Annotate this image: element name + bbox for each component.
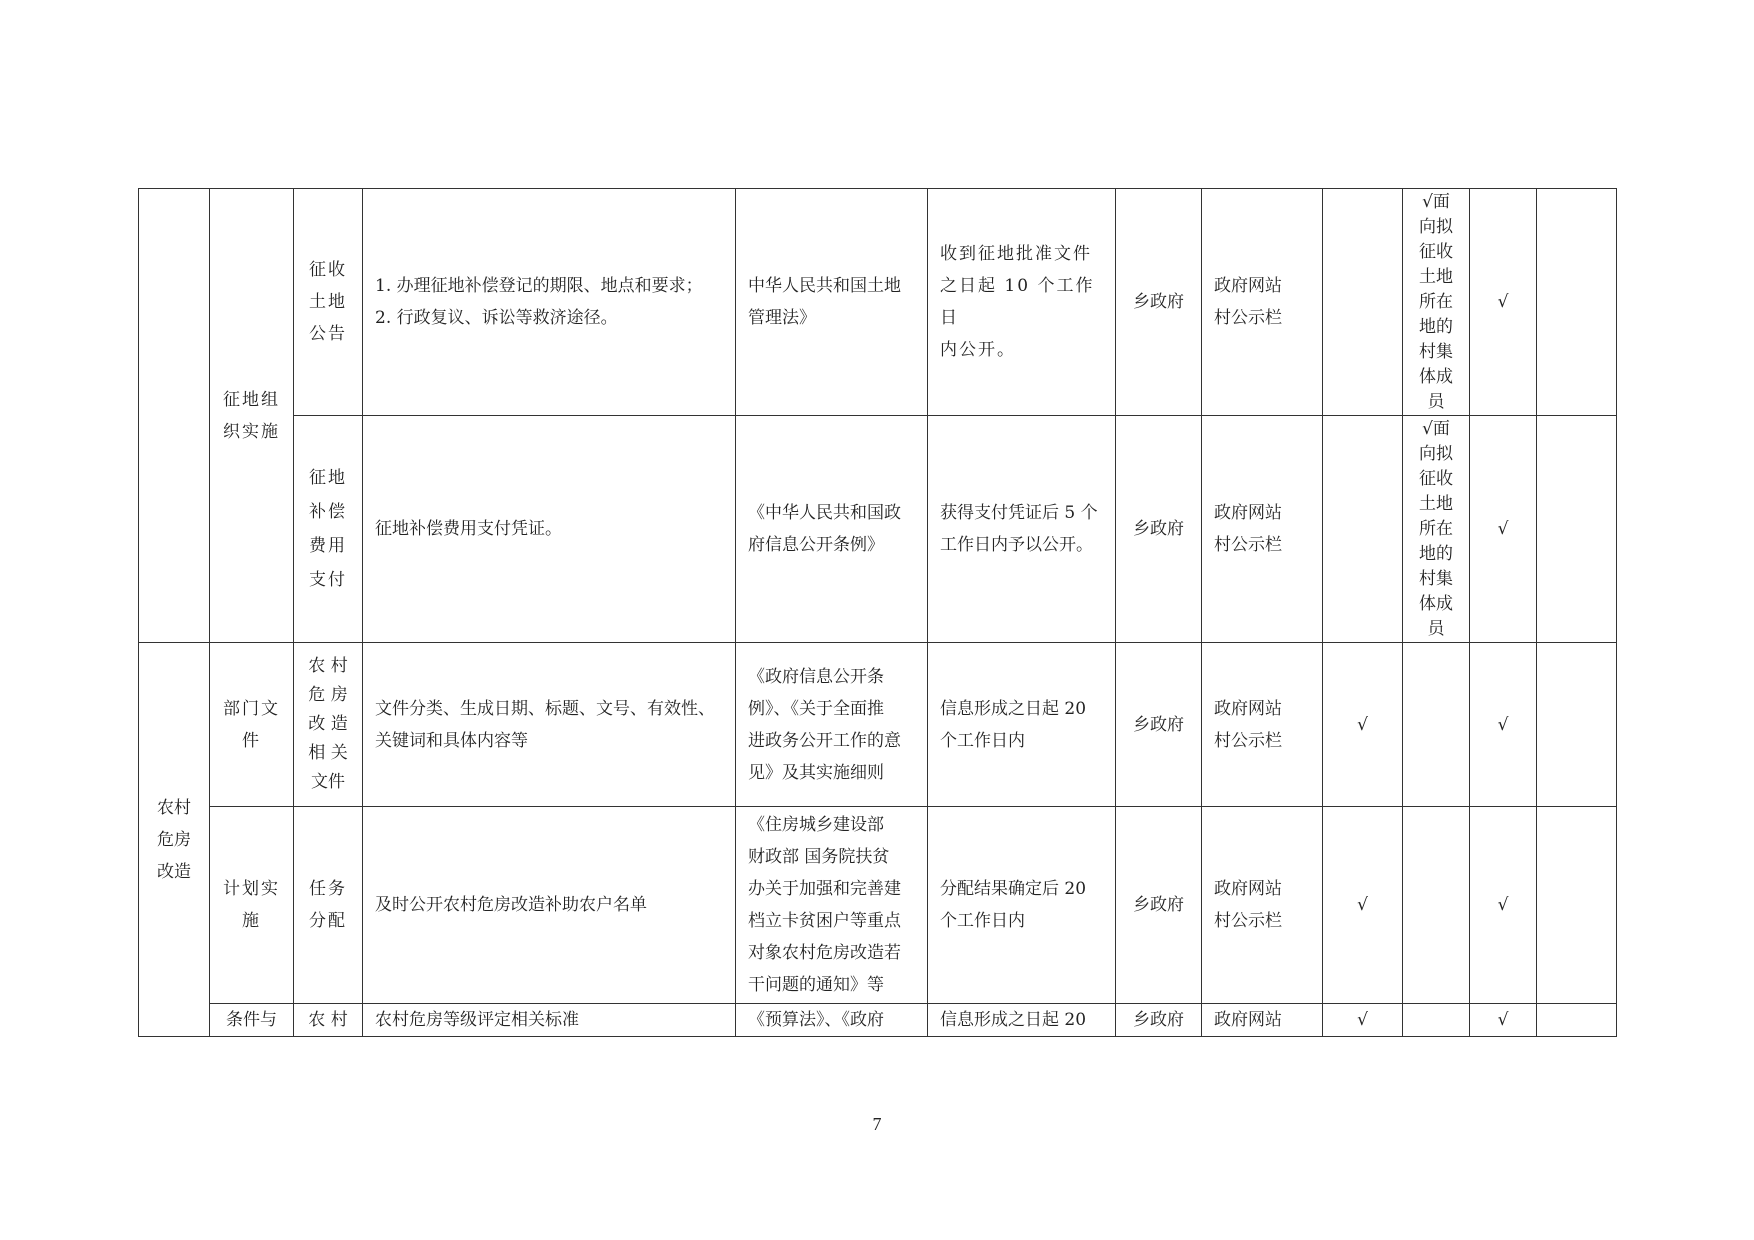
content-cell: 农村危房等级评定相关标准 xyxy=(363,1004,736,1037)
basis-cell: 《中华人民共和国政 府信息公开条例》 xyxy=(736,416,928,643)
check-cell: √ xyxy=(1470,807,1537,1004)
basis-cell: 《住房城乡建设部 财政部 国务院扶贫 办关于加强和完善建 档立卡贫困户等重点 对象农村危房改造若 干问题的通知》等 xyxy=(736,807,928,1004)
table-row xyxy=(139,189,1617,416)
channel-cell: 政府网站 村公示栏 xyxy=(1202,416,1323,643)
empty-cell xyxy=(1403,643,1470,807)
empty-cell xyxy=(1537,189,1617,416)
subcategory-cell: 条件与 xyxy=(210,1004,294,1037)
check-cell: √ xyxy=(1470,189,1537,416)
empty-cell xyxy=(1537,416,1617,643)
timing-cell: 信息形成之日起 20 xyxy=(928,1004,1116,1037)
table-row xyxy=(139,1004,1617,1037)
content-cell: 及时公开农村危房改造补助农户名单 xyxy=(363,807,736,1004)
check-cell: √ xyxy=(1323,807,1403,1004)
channel-cell: 政府网站 xyxy=(1202,1004,1323,1037)
empty-cell xyxy=(1537,807,1617,1004)
item-cell: 征收 土地 公告 xyxy=(294,189,363,416)
subject-cell: 乡政府 xyxy=(1116,643,1202,807)
scope-cell xyxy=(1403,189,1470,416)
timing-cell: 分配结果确定后 20 个工作日内 xyxy=(928,807,1116,1004)
subcategory-cell: 征地组 织实施 xyxy=(210,189,294,643)
scope-text: √面 向拟 征收 土地 所在 地的 村集 体成 员 xyxy=(1419,191,1453,412)
subject-cell: 乡政府 xyxy=(1116,416,1202,643)
check-cell: √ xyxy=(1470,643,1537,807)
table-row xyxy=(139,643,1617,807)
disclosure-table xyxy=(138,188,1617,1037)
timing-cell: 信息形成之日起 20 个工作日内 xyxy=(928,643,1116,807)
empty-cell xyxy=(1403,807,1470,1004)
channel-cell: 政府网站 村公示栏 xyxy=(1202,643,1323,807)
scope-cell xyxy=(1403,416,1470,643)
table-row xyxy=(139,416,1617,643)
subcategory-cell: 部门文 件 xyxy=(210,643,294,807)
empty-cell xyxy=(1403,1004,1470,1037)
scope-text: √面 向拟 征收 土地 所在 地的 村集 体成 员 xyxy=(1419,418,1453,639)
check-cell xyxy=(1323,189,1403,416)
check-cell: √ xyxy=(1323,643,1403,807)
category-cell xyxy=(139,189,210,643)
page-number: 7 xyxy=(872,1114,882,1134)
basis-cell: 《预算法》、《政府 xyxy=(736,1004,928,1037)
check-cell: √ xyxy=(1470,1004,1537,1037)
check-cell: √ xyxy=(1323,1004,1403,1037)
basis-cell: 《政府信息公开条 例》、《关于全面推 进政务公开工作的意 见》及其实施细则 xyxy=(736,643,928,807)
subject-cell: 乡政府 xyxy=(1116,189,1202,416)
timing-cell: 获得支付凭证后 5 个 工作日内予以公开。 xyxy=(928,416,1116,643)
item-cell: 任务 分配 xyxy=(294,807,363,1004)
content-cell: 文件分类、生成日期、标题、文号、有效性、 关键词和具体内容等 xyxy=(363,643,736,807)
channel-cell: 政府网站 村公示栏 xyxy=(1202,189,1323,416)
content-cell: 征地补偿费用支付凭证。 xyxy=(363,416,736,643)
channel-cell: 政府网站 村公示栏 xyxy=(1202,807,1323,1004)
category-cell: 农村 危房 改造 xyxy=(139,643,210,1037)
item-cell: 农 村 xyxy=(294,1004,363,1037)
content-cell: 1. 办理征地补偿登记的期限、地点和要求； 2. 行政复议、诉讼等救济途径。 xyxy=(363,189,736,416)
item-cell: 农 村 危 房 改 造 相 关 文件 xyxy=(294,643,363,807)
table-row xyxy=(139,807,1617,1004)
subcategory-cell: 计划实 施 xyxy=(210,807,294,1004)
check-cell: √ xyxy=(1470,416,1537,643)
empty-cell xyxy=(1537,643,1617,807)
subject-cell: 乡政府 xyxy=(1116,807,1202,1004)
subject-cell: 乡政府 xyxy=(1116,1004,1202,1037)
check-cell xyxy=(1323,416,1403,643)
item-cell: 征地 补偿 费用 支付 xyxy=(294,416,363,643)
timing-cell: 收到征地批准文件 之日起 10 个工作日 内公开。 xyxy=(928,189,1116,416)
empty-cell xyxy=(1537,1004,1617,1037)
basis-cell: 中华人民共和国土地 管理法》 xyxy=(736,189,928,416)
